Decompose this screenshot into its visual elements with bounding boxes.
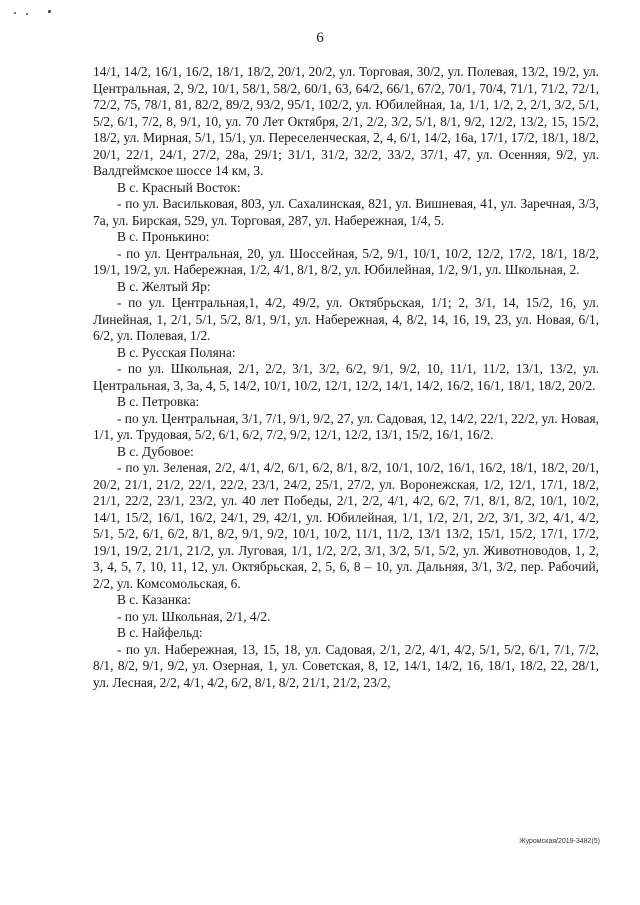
- street-list: - по ул. Школьная, 2/1, 2/2, 3/1, 3/2, 6/2, 9/1, 9/2, 10, 11/1, 11/2, 13/1, 13/2, ул. Центральная, 3, 3а, 4, 5, 14/2, 10/1, 10/2, 12/1, 12/2, 14/1, 14/2, 16/2, 16/1, 18/1, 18/2, 20/2.: [93, 361, 599, 393]
- street-list: - по ул. Васильковая, 803, ул. Сахалинская, 821, ул. Вишневая, 41, ул. Заречная, 3/3, 7а, ул. Бирская, 529, ул. Торговая, 287, ул. Набережная, 1/4, 5.: [93, 196, 599, 228]
- village-heading: В с. Петровка:: [117, 394, 200, 409]
- street-list: - по ул. Центральная, 20, ул. Шоссейная, 5/2, 9/1, 10/1, 10/2, 12/2, 17/2, 18/1, 18/2, 19/1, 19/2, ул. Набережная, 1/2, 4/1, 8/1, 8/2, ул. Юбилейная, 1/2, 9/1, ул. Школьная, 2.: [93, 245, 599, 277]
- street-list: - по ул. Центральная,1, 4/2, 49/2, ул. Октябрьская, 1/1; 2, 3/1, 14, 15/2, 16, ул. Линейная, 1, 2/1, 5/1, 5/2, 8/1, 9/1, ул. Набережная, 4, 8/2, 14, 16, 19, 23, ул. Новая, 6/1, 6/2, ул. Полевая, 1/2.: [93, 295, 599, 343]
- street-list: - по ул. Набережная, 13, 15, 18, ул. Садовая, 2/1, 2/2, 4/1, 4/2, 5/1, 5/2, 6/1, 7/1, 7/2, 8/1, 8/2, 9/1, 9/2, ул. Озерная, 1, ул. Советская, 8, 12, 14/1, 14/2, 16, 18/1, 18/2, 22, 28/1, ул. Лесная, 2/2, 4/1, 4/2, 6/2, 8/1, 8/2, 21/1, 21/2, 23/2,: [93, 641, 599, 690]
- village-heading: В с. Дубовое:: [117, 443, 194, 459]
- village-heading: В с. Красный Восток:: [117, 179, 241, 195]
- continuation-paragraph: 14/1, 14/2, 16/1, 16/2, 18/1, 18/2, 20/1, 20/2, ул. Торговая, 30/2, ул. Полевая, 13/2, 19/2, ул. Центральная, 2, 9/2, 10/1, 58/1, 58/2, 60/1, 63, 64/2, 66/1, 67/2, 70/1, 70/4, 71/1, 71/2, 72/1, 72/2, 75, 78/1, 81, 82/2, 89/2, 93/2, 95/1, 102/2, ул. Юбилейная, 1а, 1/1, 1/2, 2, 2/1, 3/2, 5/1, 5/2, 6/1, 7/2, 8, 9/1, 10, ул. 70 Лет Октября, 2/1, 2/2, 3/2, 5/1, 8/1, 9/2, 12/2, 13/2, 15, 15/2, 18/2, ул. Мирная, 5/1, 15/1, ул. Переселенческая, 2, 4, 6/1, 14/2, 16а, 17/1, 17/2, 18/1, 18/2, 20/1, 22/1, 24/1, 27/2, 28а, 29/1; 31/1, 31/2, 32/2, 33/2, 37/1, 47, ул. Осенняя, 9/2, ул. Валдгеймское шоссе 14 км, 3.: [93, 64, 599, 178]
- village-heading: В с. Пронькино:: [117, 229, 210, 244]
- village-heading: В с. Найфельд:: [117, 625, 203, 640]
- village-heading: В с. Русская Поляна:: [117, 344, 236, 360]
- document-body: [93, 64, 599, 691]
- scan-speck: [26, 13, 28, 15]
- page-number: 6: [316, 30, 324, 46]
- village-heading: В с. Казанка:: [117, 592, 191, 607]
- scan-speck: [14, 12, 16, 14]
- village-heading: В с. Желтый Яр:: [117, 278, 211, 294]
- street-list: - по ул. Зеленая, 2/2, 4/1, 4/2, 6/1, 6/2, 8/1, 8/2, 10/1, 10/2, 16/1, 16/2, 18/1, 18/2, 20/1, 20/2, 21/1, 21/2, 22/1, 22/2, 23/1, 24/2, 25/1, 27/2, ул. Воронежская, 1/2, 12/1, 17/1, 18/2, 21/1, 22/2, 23/1, 23/2, ул. 40 лет Победы, 2/1, 2/2, 4/1, 4/2, 6/2, 7/1, 8/1, 8/2, 10/1, 10/2, 14/1, 15/2, 16/1, 16/2, 24/1, 29, 42/1, ул. Юбилейная, 1/1, 1/2, 2/1, 2/2, 3/1, 3/2, 4/1, 4/2, 5/1, 5/2, 6/1, 6/2, 8/1, 8/2, 9/1, 9/2, 10/1, 10/2, 11/1, 11/2, 13/1 13/2, 15/1, 15/2, 17/1, 17/2, 19/1, 19/2, 21/1, 21/2, ул. Луговая, 1/1, 1/2, 2/2, 3/1, 3/2, 5/1, 5/2, ул. Животноводов, 1, 2, 3, 4, 5, 7, 10, 11, 12, ул. Октябрьская, 2, 5, 6, 8 – 10, ул. Дальняя, 3/1, 3/2, пер. Рабочий, 2/2, ул. Комсомольская, 6.: [93, 460, 599, 591]
- scan-speck: [48, 10, 51, 13]
- street-list: - по ул. Центральная, 3/1, 7/1, 9/1, 9/2, 27, ул. Садовая, 12, 14/2, 22/1, 22/2, ул. Новая, 1/1, ул. Трудовая, 5/2, 6/1, 6/2, 7/2, 9/2, 12/1, 12/2, 13/1, 15/2, 16/1, 16/2.: [93, 410, 599, 442]
- street-list: - по ул. Школьная, 2/1, 4/2.: [117, 608, 271, 624]
- document-code: Журомская/2019-3482(5): [519, 838, 600, 845]
